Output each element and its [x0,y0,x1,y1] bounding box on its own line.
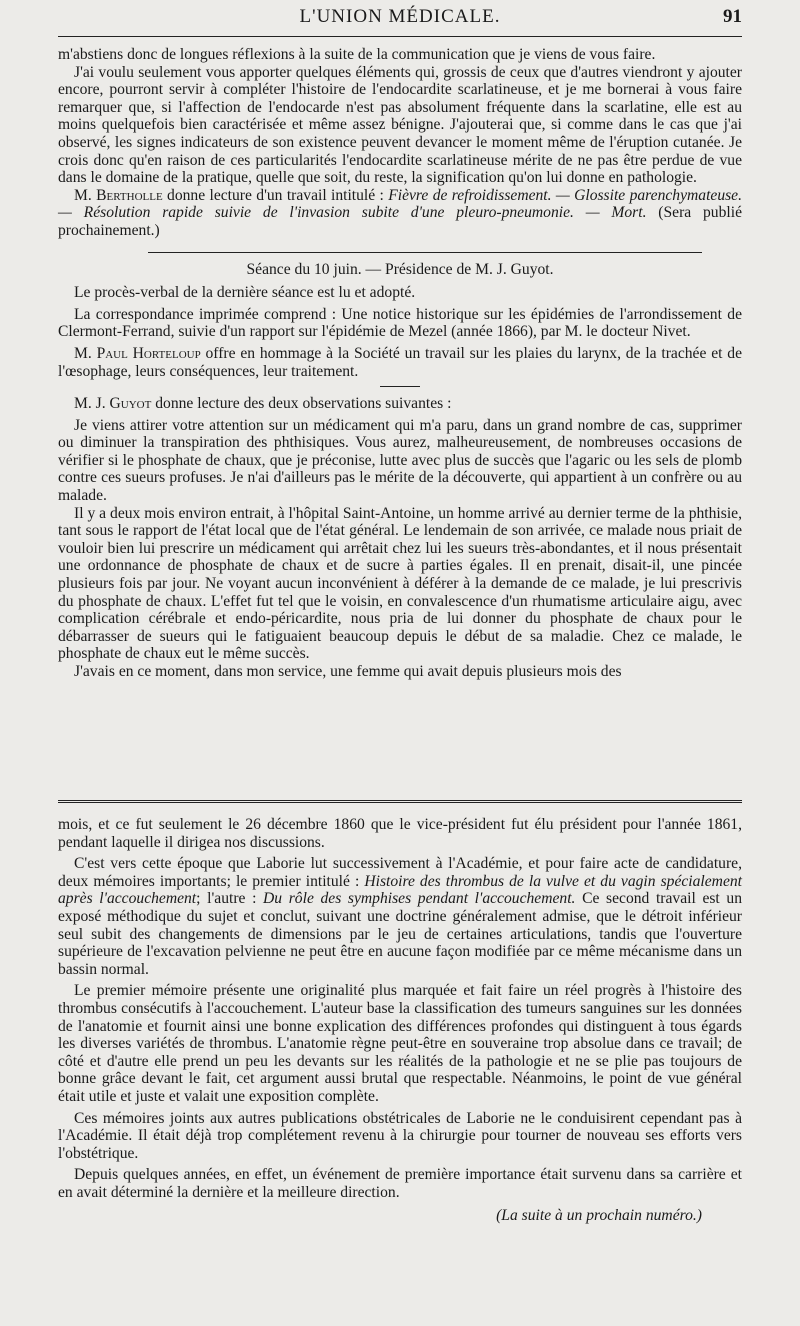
paragraph-text: donne lecture d'un travail intitulé : [162,186,389,204]
paragraph [58,395,742,413]
continuation-text: (La suite à un prochain numéro.) [496,1207,702,1225]
speaker-name: M. Paul Horteloup [74,344,201,362]
header-rule [58,36,742,37]
paragraph [58,187,742,240]
paragraph: J'ai voulu seulement vous apporter quelques éléments qui, grossis de ceux que d'autres viendront y ajouter encore, pourront servir à compléter l'histoire de l'endocardite scarlatineuse, et je me bornerai à vous faire remarquer que, si l'affection de l'endocarde n'est pas absolument fréquente dans la scarlatine, elle est au moins quelquefois bien caractérisée et même assez bénigne. J'ajouterai que, si comme dans le cas que j'ai observé, les signes indicateurs de son existence peuvent devancer le moment même de l'éruption cutanée. Je crois donc qu'en raison de ces particularités l'endocardite scarlatineuse mérite de ne pas être perdue de vue dans le domaine de la pratique, quelle que soit, du reste, la signification qu'on lui donne en pathologie. [58,63,742,187]
separator [380,386,420,387]
page-number: 91 [723,6,742,27]
speaker-name: M. Bertholle [74,186,163,204]
paragraph-text: offre en hommage à la Société un travail sur les plaies du larynx, de la trachée et de l'œsophage, leurs conséquences, leur traitement. [58,344,742,380]
paragraph: Il y a deux mois environ entrait, à l'hôpital Saint-Antoine, un homme arrivé au dernier terme de la phthisie, tant sous le rapport de l'état local que de l'état général. Le lendemain de son arrivée, ce malade nous priait de vouloir bien lui prescrire un médicament qui arrêtait chez lui les sueurs très-abondantes, et il nous présentait une ordonnance de phosphate de chaux et de sucre à parties égales. Il en prenait, disait-il, une pincée plusieurs fois par jour. Ne voyant aucun inconvénient à déférer à la demande de ce malade, je lui prescrivis du phosphate de chaux. L'effet fut tel que le voisin, en convalescence d'un rhumatisme articulaire aigu, avec complication cérébrale et endo-péricardite, nous pria de lui donner du phosphate de chaux pour le débarrasser de sueurs qui le fatiguaient beaucoup depuis le début de sa maladie. Chez ce malade, le phosphate de chaux eut le même succès. [58,504,742,663]
memoir-title: Du rôle des symphises pendant l'accouchement. [263,890,576,908]
journal-title: L'UNION MÉDICALE. [299,6,501,27]
seance-heading: Séance du 10 juin. — Présidence de M. J. Guyot. [246,260,554,278]
paragraph: La correspondance imprimée comprend : Une notice historique sur les épidémies de l'arrondissement de Clermont-Ferrand, suivie d'un rapport sur l'épidémie de Mezel (année 1866), par M. le docteur Nivet. [58,305,742,341]
paragraph-text: C'est vers cette époque que Laborie lut successivement à l'Académie, et pour faire acte de candidature, deux mémoires importants; le premier intitulé : [58,855,742,890]
paragraph: m'abstiens donc de longues réflexions à la suite de la communication que je viens de vous faire. [58,46,656,63]
section-rule [148,252,702,253]
paragraph-text: donne lecture des deux observations suivantes : [151,395,452,413]
paper-title: Fièvre de refroidissement. — Glossite parenchymateuse. — Résolution rapide suivie de l'invasion subite d'une pleuro-pneumonie. — Mort. [58,186,743,222]
paragraph-text: (Sera publié prochainement.) [58,204,742,239]
lower-feuilleton [58,816,742,1225]
paragraph: J'avais en ce moment, dans mon service, une femme qui avait depuis plusieurs mois des [74,663,622,680]
paragraph-text: ; l'autre : [196,890,264,908]
continuation-note [58,1207,742,1225]
paragraph-text: Ce second travail est un exposé méthodique du sujet et conclut, suivant une doctrine généralement admise, que le détroit inférieur seul subit des changements de dimensions par le jeu de certaines articulations, tandis que l'ouverture supérieure de l'excavation pelvienne ne peut être en aucune façon modifiée par ce même mécanisme dans un bassin normal. [58,890,742,978]
feuilleton-rule [58,800,742,803]
upper-article [58,46,742,681]
memoir-title: Histoire des thrombus de la vulve et du vagin spécialement après l'accouchement [58,872,742,908]
paragraph: Ces mémoires joints aux autres publications obstétricales de Laborie ne le conduisirent cependant pas à l'Académie. Il était déjà trop complétement revenu à la chirurgie pour tourner de nouveau ses efforts vers l'obstétrique. [58,1109,742,1162]
paragraph: Je viens attirer votre attention sur un médicament qui m'a paru, dans un grand nombre de cas, supprimer ou diminuer la transpiration des phthisiques. Vous aurez, malheureusement, de nombreuses occasions de vérifier si le phosphate de chaux, que je préconise, lutte avec plus de succès que l'agaric ou les sels de plomb contre ces sueurs profuses. Je n'ai d'ailleurs pas le mérite de la découverte, qui appartient à un confrère ou au malade. [58,416,742,505]
paragraph: Depuis quelques années, en effet, un événement de première importance était survenu dans sa carrière et en avait déterminé la dernière et la meilleure direction. [58,1166,742,1201]
paragraph: Le procès-verbal de la dernière séance est lu et adopté. [74,284,416,302]
speaker-name: M. J. Guyot [74,395,152,413]
page-header [58,4,742,34]
paragraph: Le premier mémoire présente une originalité plus marquée et fait faire un réel progrès à l'histoire des thrombus consécutifs à l'accouchement. L'auteur base la classification des tumeurs sanguines sur les données de l'anatomie et fournit ainsi une bonne explication des différences profondes qui distinguent à tous égards les diverses variétés de thrombus. L'anatomie règne peut-être en souveraine trop absolue dans ce travail; de côté et d'autre elle prend un peu les devants sur les réalités de la pathologie et ne se plie pas toujours de bonne grâce devant le fait, cet argument aussi brutal que respectable. Néanmoins, le point de vue général était utile et juste et valait une exposition complète. [58,982,742,1105]
paragraph: mois, et ce fut seulement le 26 décembre 1860 que le vice-président fut élu président pour l'année 1861, pendant laquelle il dirigea nos discussions. [58,816,742,851]
paragraph [58,345,742,380]
paragraph [58,855,742,978]
